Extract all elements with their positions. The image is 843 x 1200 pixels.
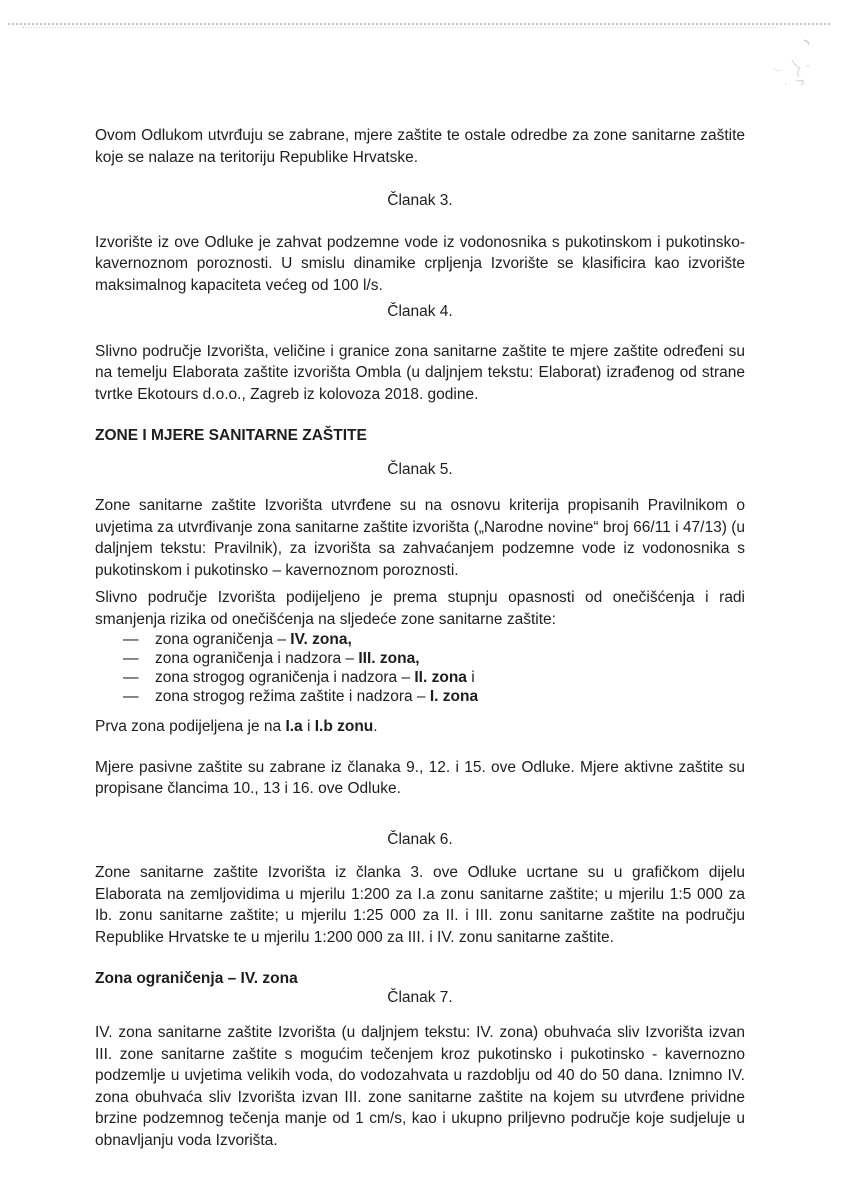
zone-list-item-text: zona strogog ograničenja i nadzora – II. zona i: [155, 669, 475, 686]
list-dash-marker: —: [123, 631, 139, 648]
clanak-3-paragraph: Izvorište iz ove Odluke je zahvat podzemne vode iz vodonosnika s pukotinskom i pukotinsko-kavernoznom poroznosti. U smislu dinamike crpljenja Izvorište se klasificira kao izvorište maksimalnog kapaciteta većeg od 100 l/s.: [95, 233, 745, 294]
first-zone-split-paragraph: Prva zona podijeljena je na I.a i I.b zonu.: [95, 718, 378, 735]
clanak-5-paragraph-1: Zone sanitarne zaštite Izvorišta utvrđene su na osnovu kriterija propisanih Pravilnikom o uvjetima za utvrđivanje zona sanitarne zaštite izvorišta („Narodne novine“ broj 66/11 i 47/13) (u daljnjem tekstu: Pravilnik), za izvorišta sa zahvaćanjem podzemne vode iz vodonosnika s pukotinskom i pukotinsko – kavernoznom poroznosti.: [95, 497, 745, 579]
list-dash-marker: —: [123, 669, 139, 686]
article-heading-clanak-5: Članak 5.: [387, 460, 453, 478]
zone-list-item-text: zona ograničenja – IV. zona,: [155, 631, 352, 648]
zone-list-item: [95, 668, 745, 687]
article-heading-clanak-6: Članak 6.: [387, 830, 453, 848]
clanak-7-paragraph: IV. zona sanitarne zaštite Izvorišta (u daljnjem tekstu: IV. zona) obuhvaća sliv Izvorišta izvan III. zone sanitarne zaštite s mogućim tečenjem kroz pukotinsko i pukotinsko - kavernozno podzemlje u uvjetima velikih voda, do vodozahvata u razdoblju od 40 do 50 dana. Iznimno IV. zona obuhvaća sliv Izvorišta izvan III. zone sanitarne zaštite na kojem su utvrđene prividne brzine podzemnog tečenja manje od 1 cm/s, kao i ukupno priljevno područje koje sudjeluje u obnavljanju voda Izvorišta.: [95, 1024, 745, 1149]
clanak-4-paragraph: Slivno područje Izvorišta, veličine i granice zona sanitarne zaštite te mjere zaštite određeni su na temelju Elaborata zaštite izvorišta Ombla (u daljnjem tekstu: Elaborat) izrađenog od strane tvrtke Ekotours d.o.o., Zagreb iz kolovoza 2018. godine.: [95, 342, 745, 403]
zone-list-item-text: zona strogog režima zaštite i nadzora – I. zona: [155, 688, 479, 705]
article-heading-clanak-4: Članak 4.: [387, 303, 453, 320]
zone-list-item-text: zona ograničenja i nadzora – III. zona,: [155, 650, 420, 667]
section-heading-zone-i-mjere: ZONE I MJERE SANITARNE ZAŠTITE: [95, 427, 367, 444]
passive-active-measures-paragraph: Mjere pasivne zaštite su zabrane iz članaka 9., 12. i 15. ove Odluke. Mjere aktivne zaštite su propisane člancima 10., 13 i 16. ove Odluke.: [95, 758, 745, 797]
zone-list-item: [95, 649, 745, 668]
article-heading-clanak-7: Članak 7.: [387, 988, 453, 1006]
subsection-heading-zona-ogranicenja: Zona ograničenja – IV. zona: [95, 970, 298, 987]
list-dash-marker: —: [123, 650, 139, 667]
clanak-5-paragraph-2: Slivno područje Izvorišta podijeljeno je prema stupnju opasnosti od onečišćenja i radi smanjenja rizika od onečišćenja na sljedeće zone sanitarne zaštite:: [95, 589, 745, 628]
zone-list-item: [95, 630, 745, 649]
intro-paragraph: Ovom Odlukom utvrđuju se zabrane, mjere zaštite te ostale odredbe za zone sanitarne zaštite koje se nalaze na teritoriju Republike Hrvatske.: [95, 127, 745, 166]
dotted-line-faint: [22, 27, 778, 28]
list-dash-marker: —: [123, 688, 139, 705]
clanak-6-paragraph: Zone sanitarne zaštite Izvorišta iz članka 3. ove Odluke ucrtane su u grafičkom dijelu Elaborata na zemljovidima u mjerilu 1:200 za I.a zonu sanitarne zaštite; u mjerilu 1:5 000 za Ib. zonu sanitarne zaštite; u mjerilu 1:25 000 za II. i III. zonu sanitarne zaštite na području Republike Hrvatske te u mjerilu 1:200 000 za III. i IV. zonu sanitarne zaštite.: [95, 864, 745, 946]
protection-zone-list: [95, 630, 745, 706]
top-perforation-scan-line: [8, 23, 830, 29]
document-body: [95, 125, 745, 1151]
pen-mark-artifact: [752, 36, 822, 96]
zone-list-item: [95, 687, 745, 706]
article-heading-clanak-3: Članak 3.: [387, 192, 453, 209]
dotted-line: [8, 23, 830, 25]
